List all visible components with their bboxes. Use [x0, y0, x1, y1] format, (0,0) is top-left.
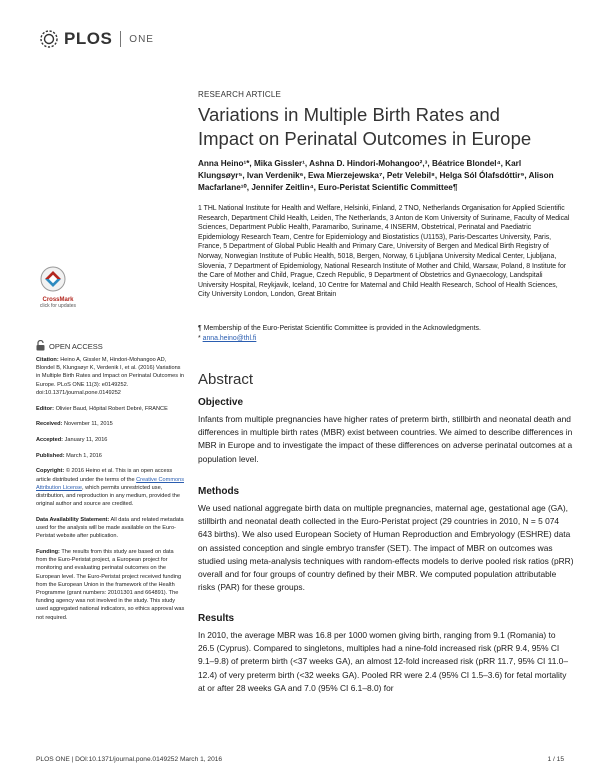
crossmark-subtitle: click for updates: [39, 303, 77, 309]
copyright-label: Copyright:: [36, 468, 65, 475]
citation-label: Citation:: [36, 357, 59, 363]
published-label: Published:: [36, 452, 65, 459]
membership-note: [198, 324, 570, 343]
citation-block: [36, 356, 186, 397]
editor-label: Editor:: [36, 405, 55, 412]
logo-divider: [120, 31, 121, 47]
funding-label: Funding:: [36, 548, 60, 555]
abstract-heading: Abstract: [198, 371, 254, 388]
article-metadata: [36, 356, 186, 629]
page-footer: [36, 756, 564, 763]
plos-logo-icon: [38, 28, 60, 50]
objective-text: Infants from multiple pregnancies have higher rates of preterm birth, stillbirth and neonatal death and differences in multiple birth rates (MBR) exist between countries. We aimed to describe differences in MBR in Europe and to investigate the impact of these differences on adverse perinatal outcomes at a population level.: [198, 414, 573, 464]
plos-one-logo[interactable]: [38, 26, 158, 52]
membership-text: ¶ Membership of the Euro-Peristat Scientific Committee is provided in the Acknowledgments.: [198, 325, 481, 332]
methods-text: We used national aggregate birth data on multiple pregnancies, maternal age, gestational age (GA), stillbirth and neonatal death collected in the Euro-Peristat project (29 countries in 2010, N = 5 074 643 births). We also used European Society of Human Reproduction and Embryology (ESHRE) data on assisted conception and single embryo transfer (SET). The impact of MBR on outcomes was studied using meta-analysis techniques with random-effects models to derive pooled risk ratios (pRR) overall and for four groups of country defined by their MBR. We computed population attributable risks (PAR) for these groups.: [198, 503, 574, 593]
citation-text: Heino A, Gissler M, Hindori-Mohangoo AD, Blondel B, Klungsøyr K, Verdenik I, et al. (2016) Variations in Multiple Birth Rates and Impact on Perinatal Outcomes in Europe. PLoS ONE 11(3): e0149252. doi:10.1371/journal.pone.0149252: [36, 357, 184, 396]
accepted-label: Accepted:: [36, 436, 64, 443]
copyright-text-a: © 2016 Heino et al. This is an open access article distributed under the terms of the: [36, 468, 173, 483]
license-link[interactable]: Creative Commons Attribution License: [36, 476, 184, 491]
article-type-label: RESEARCH ARTICLE: [198, 90, 282, 99]
results-text: In 2010, the average MBR was 16.8 per 1000 women giving birth, ranging from 9.1 (Romania) to 26.5 (Cyprus). Compared to singletons, multiples had a nine-fold increased risk (pRR 9.4, 95% CI 9.1–9.8) of preterm birth (<37 weeks GA), an almost 12-fold increased risk (pRR 11.7, 95% CI 11.0–12.4) of very preterm birth (<32 weeks GA). Pooled RR were 2.4 (95% CI 1.5–3.6) for fetal mortality at or after 28 weeks GA and 7.0 (95% CI 6.1–8.0) for: [198, 630, 568, 693]
methods-heading: Methods: [198, 486, 240, 497]
results-heading: Results: [198, 613, 235, 624]
crossmark-icon: [36, 265, 70, 297]
crossmark-label[interactable]: [33, 297, 83, 309]
accepted-text: January 11, 2016: [63, 436, 108, 443]
open-access-badge: [36, 340, 103, 353]
copyright-block: [36, 467, 186, 508]
funding-text: The results from this study are based on data from the Euro-Peristat project, a European project for monitoring and evaluating perinatal outcomes on the European level. The Euro-Peristat project received funding from the European Union in the framework of the Health Programme (grant numbers: 20101301 and 664891). The funding agency was not involved in the study. This study used aggregated national indicators, so ethics approval was not required.: [36, 548, 185, 621]
data-availability-label: Data Availability Statement:: [36, 516, 110, 523]
accepted-block: [36, 436, 186, 444]
logo-journal-name: ONE: [129, 33, 154, 45]
crossmark-title: CrossMark: [42, 297, 74, 303]
data-availability-block: [36, 516, 186, 541]
funding-block: [36, 548, 186, 622]
email-link[interactable]: anna.heino@thl.fi: [202, 334, 257, 342]
received-label: Received:: [36, 421, 63, 428]
author-list: Anna Heino¹*, Mika Gissler¹, Ashna D. Hindori-Mohangoo²,³, Béatrice Blondel⁴, Karl Klungsøyr⁵, Ivan Verdenik⁶, Ewa Mierzejewska⁷, Petr Velebil⁸, Helga Sól Ólafsdóttir⁹, Alison Macfarlane¹⁰, Jennifer Zeitlin⁴, Euro-Peristat Scientific Committee¶: [198, 159, 554, 192]
received-text: November 11, 2015: [62, 421, 113, 428]
received-block: [36, 420, 186, 428]
corresponding-email: [198, 334, 570, 344]
email-prefix: *: [198, 334, 203, 342]
published-block: [36, 452, 186, 460]
objective-heading: Objective: [198, 397, 244, 408]
copyright-text-b: , which permits unrestricted use, distribution, and reproduction in any medium, provided the original author and source are credited.: [36, 484, 180, 508]
logo-text: PLOS: [64, 29, 113, 48]
published-text: March 1, 2016: [64, 452, 102, 459]
open-lock-icon: [36, 340, 45, 353]
article-title: Variations in Multiple Birth Rates and Impact on Perinatal Outcomes in Europe: [198, 104, 532, 149]
affiliations: 1 THL National Institute for Health and Welfare, Helsinki, Finland, 2 TNO, Netherlands Organisation for Applied Scientific Research, Department Child Health, Leiden, The Netherlands, 3 Anton de Kom University of Suriname, Faculty of Medical Sciences, Department Public Health, Paramaribo, Suriname, 4 INSERM, Obstetrical, Perinatal and Paediatric Epidemiology Research Team, Centre for Epidemiology and Biostatistics (U1153), Paris-Descartes University, Paris, France, 5 Department of Global Public Health and Primary Care, University of Bergen and Medical Birth Registry of Norway, Norwegian Institute of Public Health, 5018, Bergen, Norway, 6 Ljubljana University Medical Center, Ljubljana, Slovenia, 7 Department of Epidemiology, National Research Institute of Mother and Child, Warsaw, Poland, 8 Institute for the Care of Mother and Child, Prague, Czech Republic, 9 Department of Obstetrics and Gynaecology, Landspitali University Hospital, Reykjavik, Iceland, 10 Centre for Maternal and Child Health Research, School of Health Sciences, City University London, London, Great Britain: [198, 205, 570, 299]
editor-text: Olivier Baud, Hôpital Robert Debré, FRANCE: [54, 405, 168, 412]
page-number: 1 / 15: [547, 756, 564, 763]
data-availability-text: All data and related metadata used for the analysis will be made available on the Euro-Peristat website after publication.: [36, 516, 184, 540]
open-access-label: OPEN ACCESS: [49, 342, 103, 351]
footer-citation: PLOS ONE | DOI:10.1371/journal.pone.0149252 March 1, 2016: [36, 756, 223, 763]
editor-block: [36, 405, 186, 413]
